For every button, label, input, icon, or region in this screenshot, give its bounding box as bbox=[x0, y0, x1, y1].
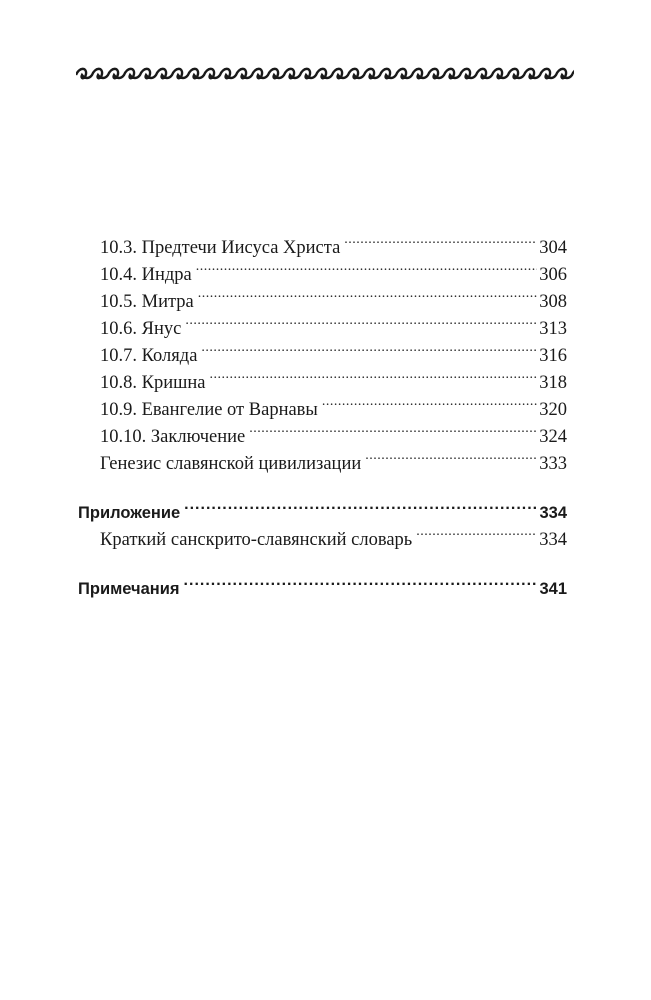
toc-entry-page: 334 bbox=[539, 530, 567, 550]
toc-entry-page: 320 bbox=[539, 400, 567, 420]
toc-entry-title: 10.4. Индра bbox=[100, 265, 192, 285]
toc-entry-page: 334 bbox=[539, 504, 567, 522]
dot-leader bbox=[196, 253, 537, 280]
table-of-contents bbox=[78, 226, 567, 598]
toc-entry-title: Примечания bbox=[78, 580, 180, 598]
toc-entry-page: 316 bbox=[539, 346, 567, 366]
toc-entry-title: 10.3. Предтечи Иисуса Христа bbox=[100, 238, 341, 258]
toc-entry-page: 333 bbox=[539, 454, 567, 474]
toc-entry-title: Краткий санскрито-славянский словарь bbox=[100, 530, 413, 550]
dot-leader bbox=[184, 567, 538, 594]
toc-entry-title: 10.7. Коляда bbox=[100, 346, 198, 366]
toc-entry-page: 313 bbox=[539, 319, 567, 339]
toc-entry-title: 10.10. Заключение bbox=[100, 427, 246, 447]
toc-entry-title: Приложение bbox=[78, 504, 181, 522]
toc-entry-page: 308 bbox=[539, 292, 567, 312]
toc-entry-page: 318 bbox=[539, 373, 567, 393]
dot-leader bbox=[185, 307, 537, 334]
toc-entry-notes[interactable] bbox=[78, 567, 567, 598]
dot-leader bbox=[198, 280, 538, 307]
toc-entry-page: 324 bbox=[539, 427, 567, 447]
dot-leader bbox=[209, 361, 537, 388]
toc-entry-title: 10.5. Митра bbox=[100, 292, 194, 312]
toc-entry-title: Генезис славянской цивилизации bbox=[100, 454, 362, 474]
dot-leader bbox=[249, 415, 537, 442]
dot-leader bbox=[344, 226, 537, 253]
toc-entry-page: 304 bbox=[539, 238, 567, 258]
dot-leader bbox=[201, 334, 537, 361]
dot-leader bbox=[184, 491, 537, 518]
toc-entry-title: 10.9. Евангелие от Варнавы bbox=[100, 400, 318, 420]
toc-entry-page: 341 bbox=[539, 580, 567, 598]
dot-leader bbox=[322, 388, 537, 415]
toc-entry-appendix[interactable] bbox=[78, 491, 567, 522]
toc-entry-title: 10.8. Кришна bbox=[100, 373, 206, 393]
toc-entry-page: 306 bbox=[539, 265, 567, 285]
dot-leader bbox=[365, 442, 537, 469]
toc-entry-10-3[interactable] bbox=[78, 226, 567, 258]
toc-entry-title: 10.6. Янус bbox=[100, 319, 182, 339]
decorative-ornament-border bbox=[76, 66, 574, 82]
dot-leader bbox=[416, 518, 537, 545]
